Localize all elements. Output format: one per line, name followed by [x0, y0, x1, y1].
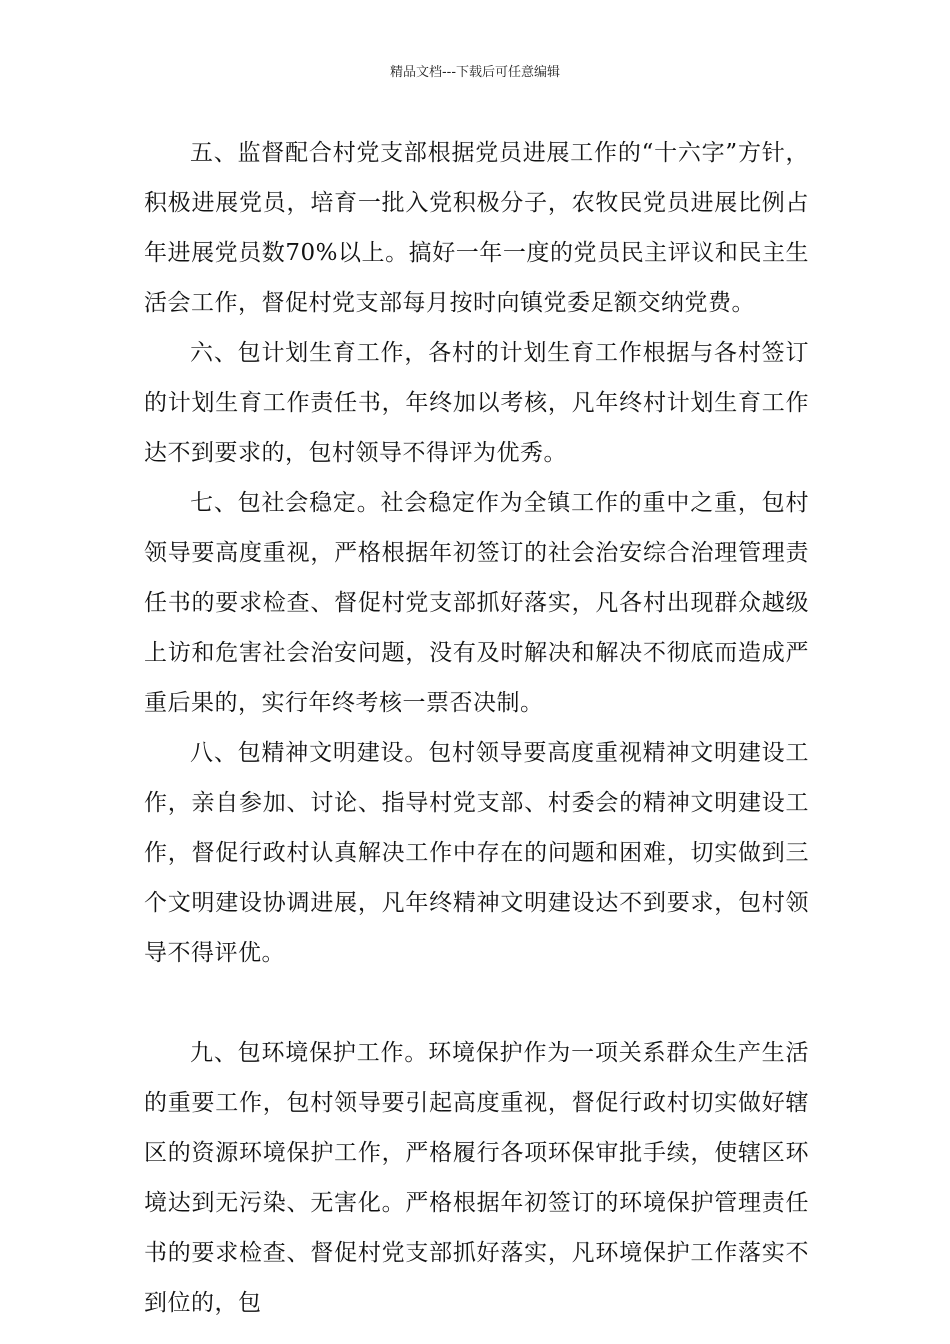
- document-body: [144, 128, 809, 1328]
- page-header: 精品文档---下载后可任意编辑: [389, 65, 561, 80]
- paragraph-8: 八、包精神文明建设。包村领导要高度重视精神文明建设工作，亲自参加、讨论、指导村党支部、村委会的精神文明建设工作，督促行政村认真解决工作中存在的问题和困难，切实做到三个文明建设协调进展，凡年终精神文明建设达不到要求，包村领导不得评优。: [144, 740, 809, 966]
- paragraph-5: 五、监督配合村党支部根据党员进展工作的“十六字”方针，积极进展党员，培育一批入党积极分子，农牧民党员进展比例占年进展党员数70%以上。搞好一年一度的党员民主评议和民主生活会工作，督促村党支部每月按时向镇党委足额交纳党费。: [144, 140, 809, 316]
- paragraph-7: 七、包社会稳定。社会稳定作为全镇工作的重中之重，包村领导要高度重视，严格根据年初签订的社会治安综合治理管理责任书的要求检查、督促村党支部抓好落实，凡各村出现群众越级上访和危害社会治安问题，没有及时解决和解决不彻底而造成严重后果的，实行年终考核一票否决制。: [144, 490, 809, 716]
- paragraph-9: 九、包环境保护工作。环境保护作为一项关系群众生产生活的重要工作，包村领导要引起高度重视，督促行政村切实做好辖区的资源环境保护工作，严格履行各项环保审批手续，使辖区环境达到无污染、无害化。严格根据年初签订的环境保护管理责任书的要求检查、督促村党支部抓好落实，凡环境保护工作落实不到位的，包: [144, 1040, 809, 1316]
- paragraph-6: 六、包计划生育工作，各村的计划生育工作根据与各村签订的计划生育工作责任书，年终加以考核，凡年终村计划生育工作达不到要求的，包村领导不得评为优秀。: [144, 340, 809, 466]
